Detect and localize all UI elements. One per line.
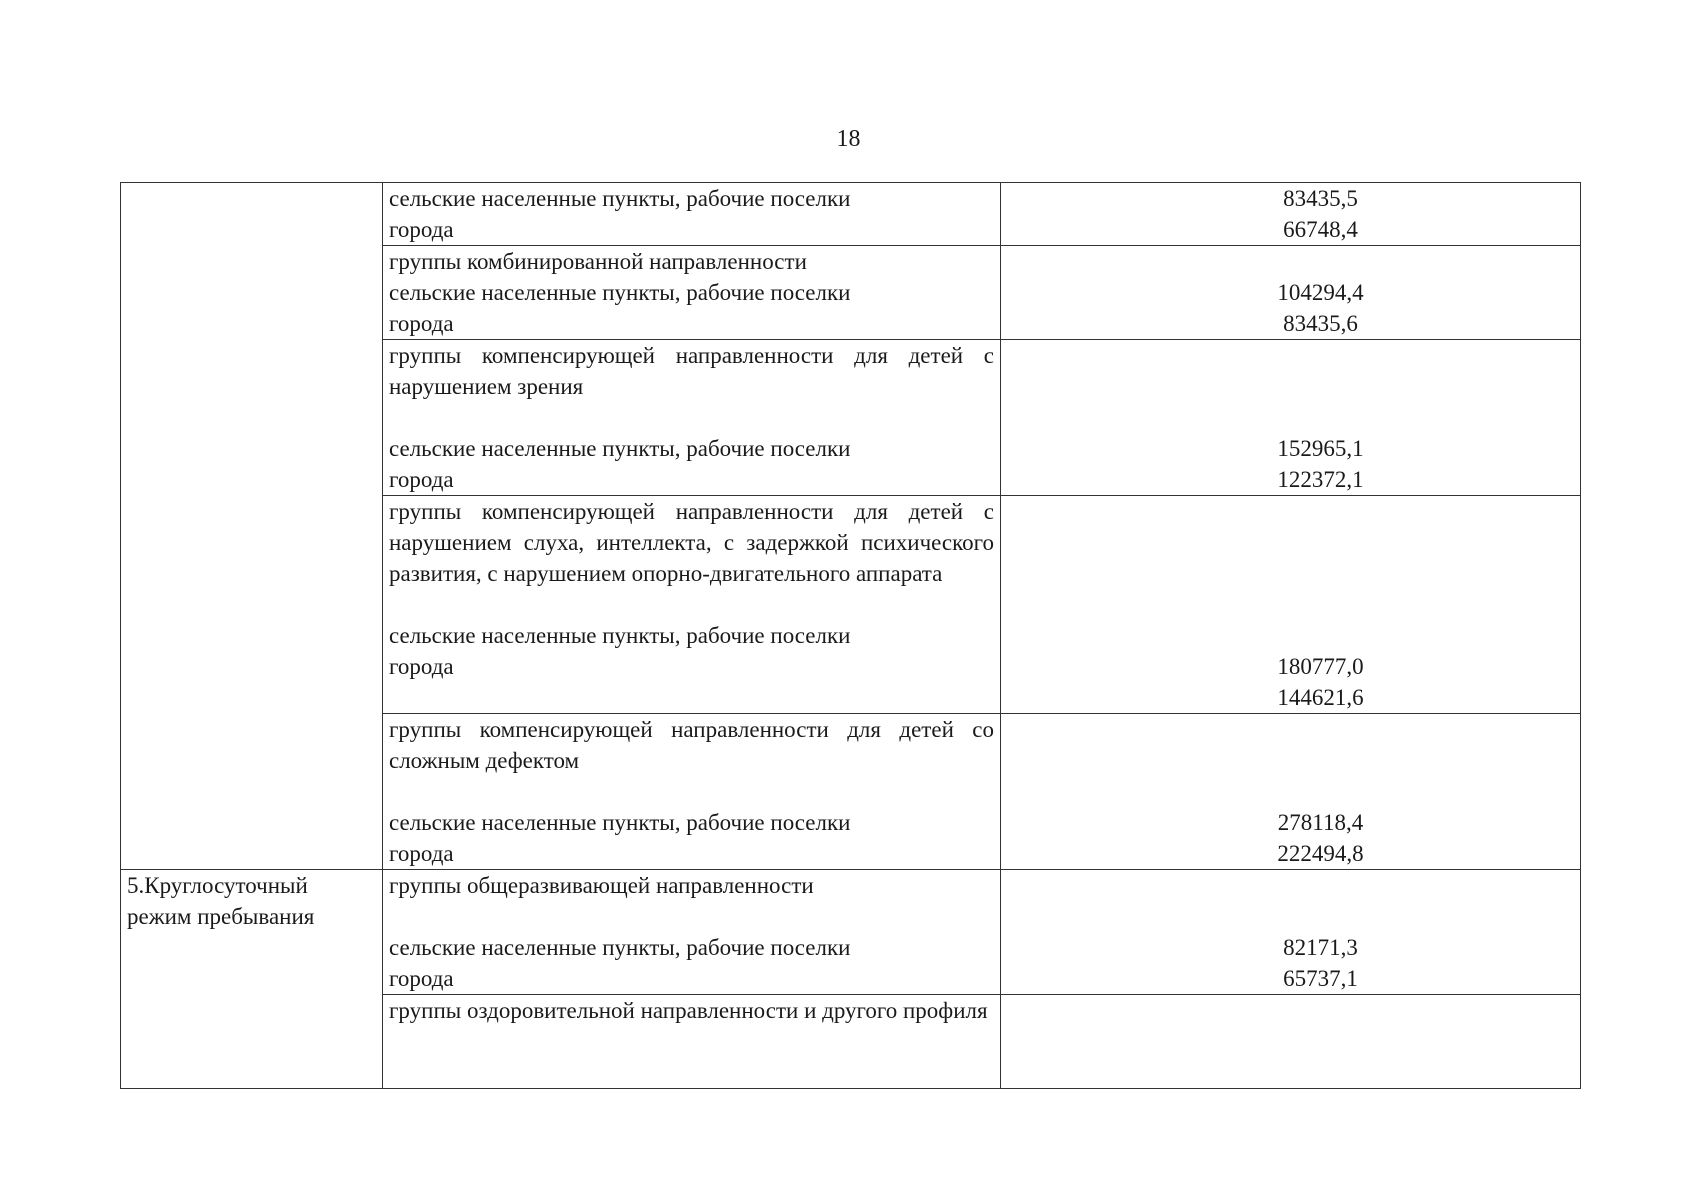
settlement-city-label: города [389,654,454,679]
value-city: 65737,1 [1283,966,1358,991]
value-cell [1001,183,1581,246]
value-cell [1001,714,1581,870]
description-cell [383,183,1001,246]
settlement-rural-label: сельские населенные пункты, рабочие поселки [389,186,851,211]
table-row [121,183,1581,246]
value-rural: 180777,0 [1277,654,1364,679]
value-rural: 152965,1 [1277,436,1364,461]
page-number: 18 [836,126,861,152]
group-heading: группы комбинированной направленности [389,249,807,274]
settlement-rural-label: сельские населенные пункты, рабочие поселки [389,436,851,461]
group-heading: группы компенсирующей направленности для детей с нарушением слуха, интеллекта, с задержкой психического развития, с нарушением опорно-двигательного аппарата [389,499,994,586]
settlement-city-label: города [389,841,454,866]
settlement-rural-label: сельские населенные пункты, рабочие поселки [389,280,851,305]
group-heading: группы компенсирующей направленности для детей со сложным дефектом [389,717,994,773]
value-cell [1001,496,1581,714]
category-cell [121,183,383,870]
settlement-city-label: города [389,966,454,991]
value-rural: 82171,3 [1283,935,1358,960]
value-cell [1001,340,1581,496]
value-cell [1001,246,1581,340]
value-city: 144621,6 [1277,685,1364,710]
category-cell [121,870,383,1089]
description-cell [383,496,1001,714]
description-cell [383,714,1001,870]
value-cell [1001,870,1581,995]
table-row [121,870,1581,995]
value-city: 222494,8 [1277,841,1364,866]
settlement-city-label: города [389,217,454,242]
description-cell [383,340,1001,496]
settlement-rural-label: сельские населенные пункты, рабочие поселки [389,935,851,960]
group-heading: группы компенсирующей направленности для детей с нарушением зрения [389,343,994,399]
value-city: 122372,1 [1277,467,1364,492]
value-rural: 83435,5 [1283,186,1358,211]
settlement-rural-label: сельские населенные пункты, рабочие поселки [389,623,851,648]
settlement-city-label: города [389,311,454,336]
description-cell [383,870,1001,995]
value-rural: 104294,4 [1277,280,1364,305]
value-city: 83435,6 [1283,311,1358,336]
value-city: 66748,4 [1283,217,1358,242]
description-cell [383,246,1001,340]
value-cell [1001,995,1581,1089]
group-heading: группы оздоровительной направленности и другого профиля [389,998,988,1023]
description-cell [383,995,1001,1089]
category-label: 5.Круглосуточный режим пребывания [127,873,315,929]
value-rural: 278118,4 [1277,810,1364,835]
settlement-rural-label: сельские населенные пункты, рабочие поселки [389,810,851,835]
tariff-table [120,182,1581,1089]
group-heading: группы общеразвивающей направленности [389,873,814,898]
settlement-city-label: города [389,467,454,492]
